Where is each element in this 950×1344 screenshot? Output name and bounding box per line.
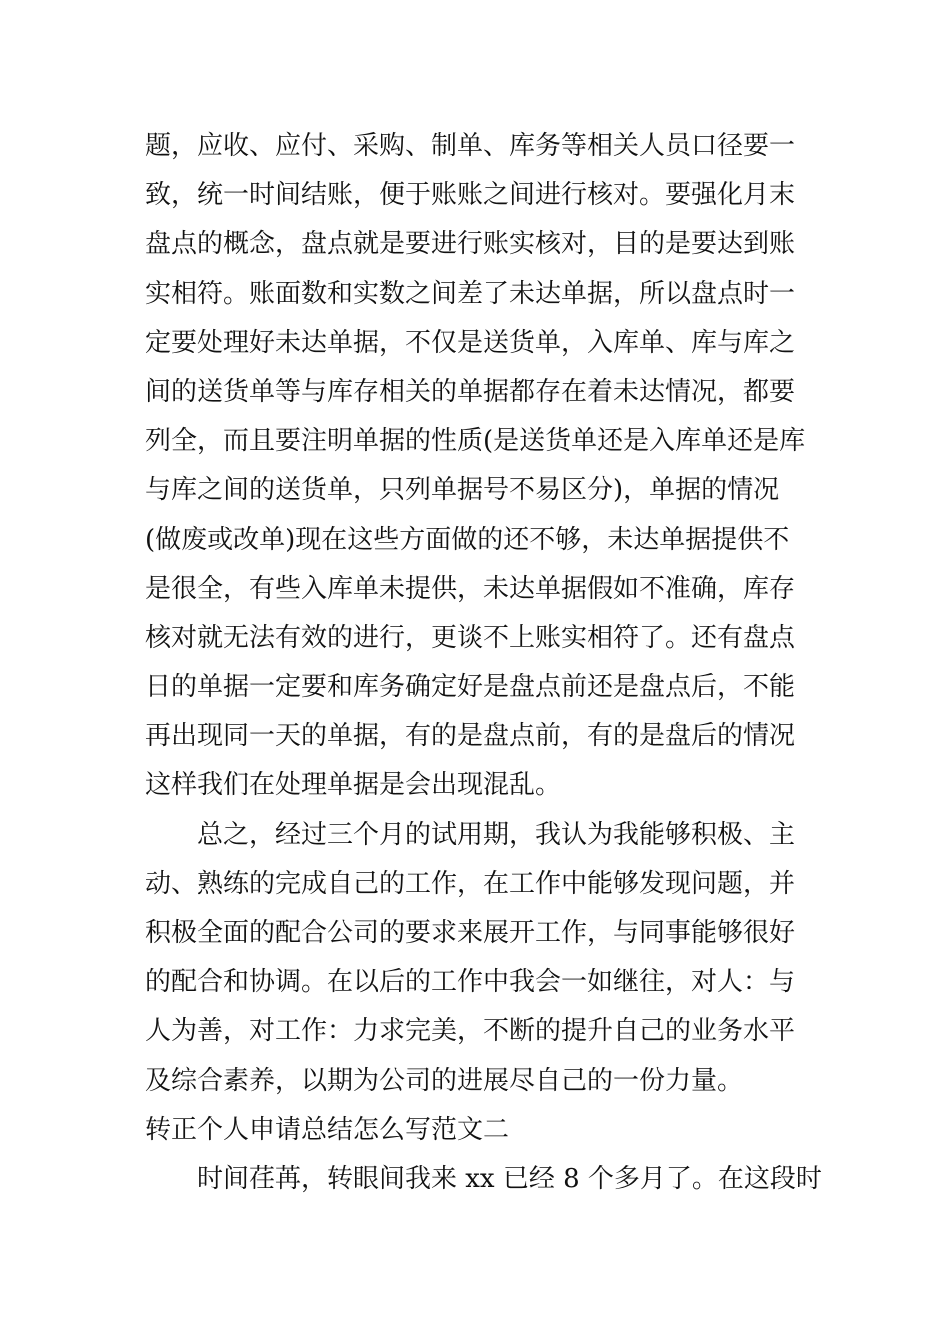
text-line: 及综合素养，以期为公司的进展尽自己的一份力量。 xyxy=(145,1065,744,1096)
text-line: 的配合和协调。在以后的工作中我会一如继往，对人：与 xyxy=(145,967,796,998)
text-line: 时间荏苒，转眼间我来 xx 已经 8 个多月了。在这段时 xyxy=(197,1163,822,1194)
text-line: 这样我们在处理单据是会出现混乱。 xyxy=(145,770,562,801)
text-line: 列全，而且要注明单据的性质(是送货单还是入库单还是库 xyxy=(145,426,806,457)
document-body xyxy=(145,122,822,1204)
text-line: 与库之间的送货单，只列单据号不易区分)，单据的情况 xyxy=(145,475,780,506)
text-line: 核对就无法有效的进行，更谈不上账实相符了。还有盘点 xyxy=(145,622,796,653)
paragraph-inventory-check xyxy=(145,122,810,811)
text-line: 动、熟练的完成自己的工作，在工作中能够发现问题，并 xyxy=(145,868,796,899)
text-line: 总之，经过三个月的试用期，我认为我能够积极、主 xyxy=(197,819,796,850)
text-line: 积极全面的配合公司的要求来展开工作，与同事能够很好 xyxy=(145,918,796,948)
text-line: 定要处理好未达单据，不仅是送货单，入库单、库与库之 xyxy=(145,327,796,358)
section-heading: 转正个人申请总结怎么写范文二 xyxy=(145,1114,510,1145)
text-line: 再出现同一天的单据，有的是盘点前，有的是盘后的情况 xyxy=(145,721,796,752)
text-line: 日的单据一定要和库务确定好是盘点前还是盘点后，不能 xyxy=(145,672,796,703)
text-line: 人为善，对工作：力求完美，不断的提升自己的业务水平 xyxy=(145,1016,796,1047)
text-line: (做废或改单)现在这些方面做的还不够，未达单据提供不 xyxy=(145,524,790,555)
text-line: 盘点的概念，盘点就是要进行账实核对，目的是要达到账 xyxy=(145,229,796,260)
text-line: 间的送货单等与库存相关的单据都存在着未达情况，都要 xyxy=(145,376,796,407)
text-line: 是很全，有些入库单未提供，未达单据假如不准确，库存 xyxy=(145,573,796,604)
text-line: 实相符。账面数和实数之间差了未达单据，所以盘点时一 xyxy=(145,278,796,309)
paragraph-summary xyxy=(145,811,810,1106)
text-line: 致，统一时间结账，便于账账之间进行核对。要强化月末 xyxy=(145,180,796,211)
text-line: 题，应收、应付、采购、制单、库务等相关人员口径要一 xyxy=(145,131,796,161)
paragraph-sample-two xyxy=(145,1155,822,1204)
